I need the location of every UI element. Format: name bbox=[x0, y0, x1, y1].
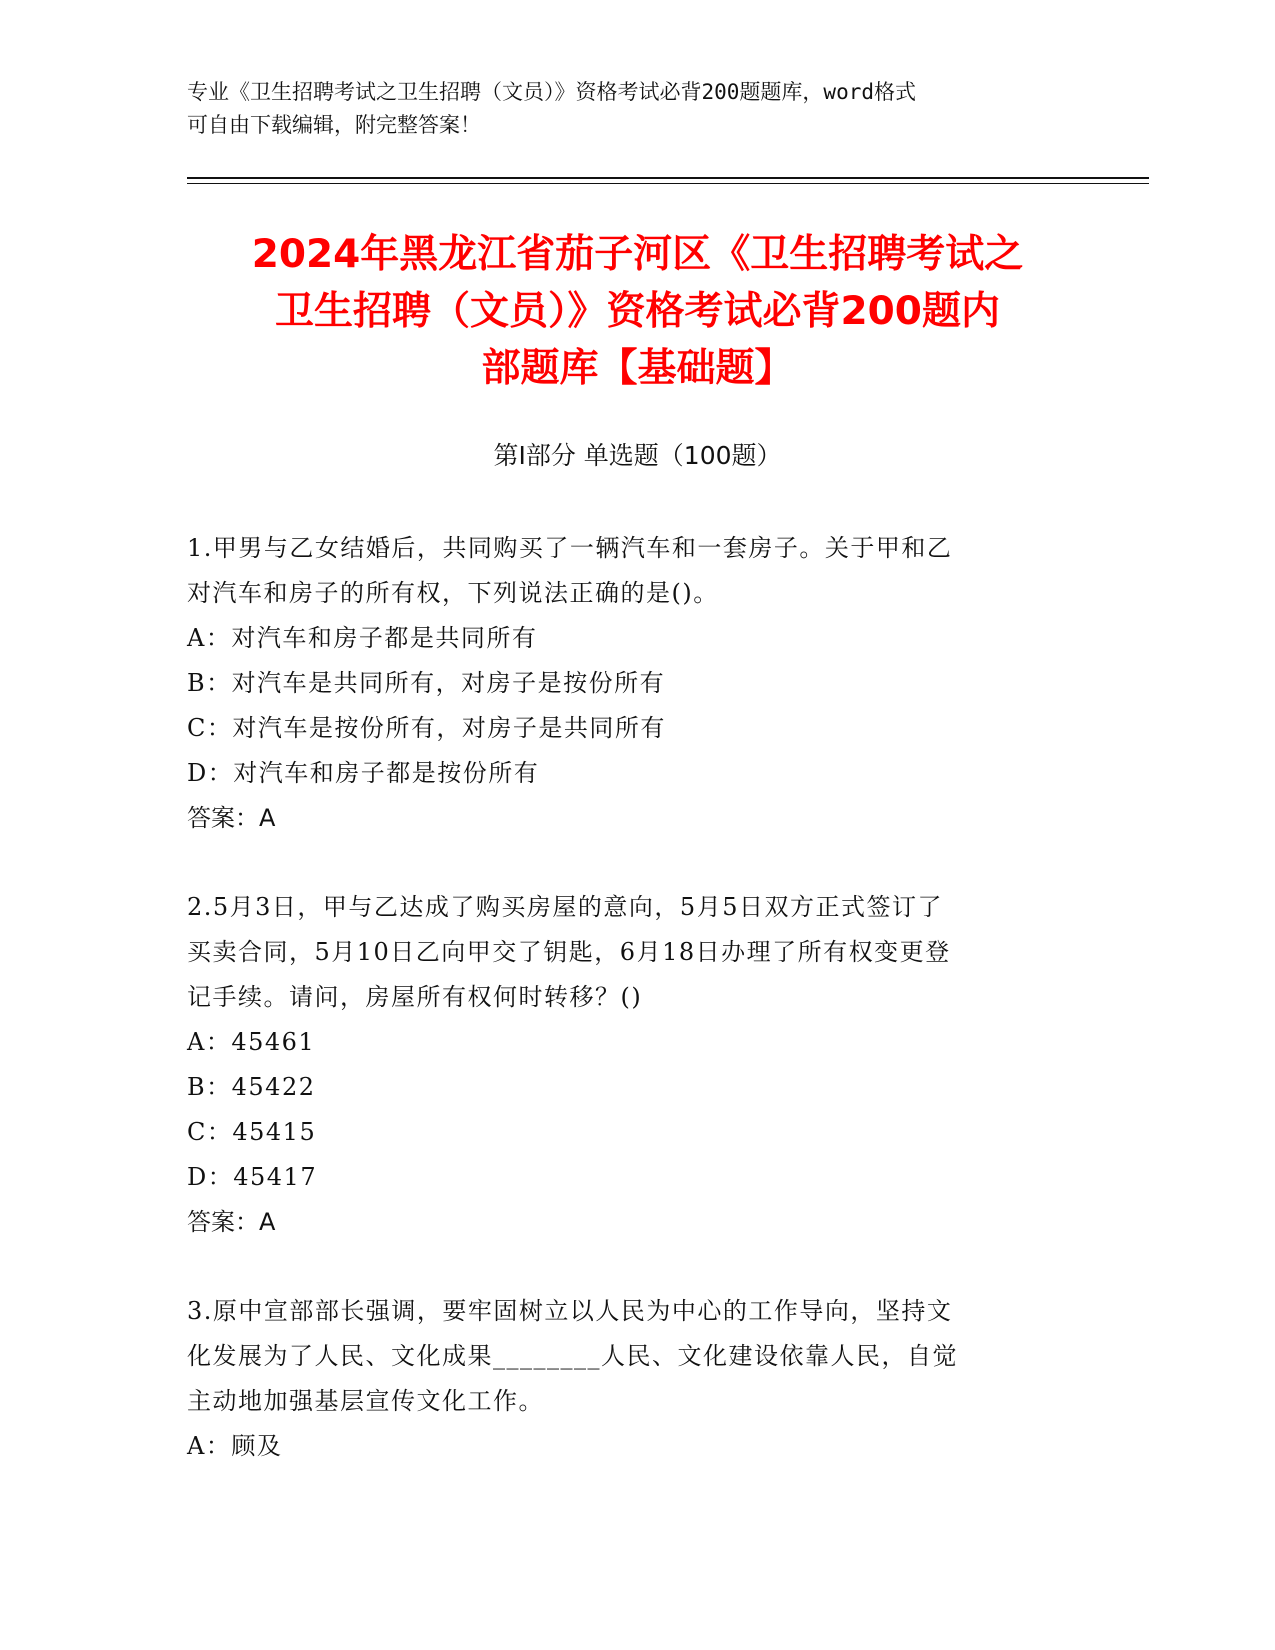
document-title-line-2: 卫生招聘（文员）》资格考试必背200题内 bbox=[275, 289, 1000, 334]
question-stem-line: 记手续。请问，房屋所有权何时转移？() bbox=[187, 983, 643, 1011]
header-divider-thick bbox=[187, 177, 1149, 179]
answer-line: 答案：A bbox=[187, 804, 276, 832]
option-b: B：对汽车是共同所有，对房子是按份所有 bbox=[187, 669, 666, 697]
question-stem-line: 3.原中宣部部长强调，要牢固树立以人民为中心的工作导向，坚持文 bbox=[187, 1297, 953, 1325]
question-stem-line: 化发展为了人民、文化成果________人民、文化建设依靠人民，自觉 bbox=[187, 1342, 958, 1370]
document-title-line-3: 部题库【基础题】 bbox=[481, 346, 794, 391]
header-note-line-2: 可自由下载编辑，附完整答案！ bbox=[187, 113, 481, 137]
question-2 bbox=[187, 885, 1087, 1245]
option-c: C：对汽车是按份所有，对房子是共同所有 bbox=[187, 714, 666, 742]
option-a: A：顾及 bbox=[187, 1432, 283, 1460]
header-note bbox=[187, 76, 1067, 142]
question-list bbox=[187, 526, 1087, 1513]
option-a: A：45461 bbox=[187, 1028, 316, 1056]
header-note-line-1: 专业《卫生招聘考试之卫生招聘（文员）》资格考试必背200题题库，word格式 bbox=[187, 80, 916, 104]
option-d: D：对汽车和房子都是按份所有 bbox=[187, 759, 540, 787]
section-heading: 第Ⅰ部分 单选题（100题） bbox=[493, 441, 782, 470]
question-3 bbox=[187, 1289, 1087, 1469]
question-stem-line: 主动地加强基层宣传文化工作。 bbox=[187, 1387, 544, 1415]
option-c: C：45415 bbox=[187, 1118, 317, 1146]
document-title-line-1: 2024年黑龙江省茄子河区《卫生招聘考试之 bbox=[251, 232, 1024, 277]
option-a: A：对汽车和房子都是共同所有 bbox=[187, 624, 538, 652]
question-stem-line: 买卖合同，5月10日乙向甲交了钥匙，6月18日办理了所有权变更登 bbox=[187, 938, 951, 966]
option-b: B：45422 bbox=[187, 1073, 316, 1101]
option-d: D：45417 bbox=[187, 1163, 318, 1191]
answer-line: 答案：A bbox=[187, 1208, 276, 1236]
question-stem-line: 2.5月3日，甲与乙达成了购买房屋的意向，5月5日双方正式签订了 bbox=[187, 893, 943, 921]
question-stem-line: 对汽车和房子的所有权，下列说法正确的是()。 bbox=[187, 579, 719, 607]
document-title bbox=[150, 226, 1125, 397]
header-divider-thin bbox=[187, 183, 1149, 184]
question-1 bbox=[187, 526, 1087, 841]
question-stem-line: 1.甲男与乙女结婚后，共同购买了一辆汽车和一套房子。关于甲和乙 bbox=[187, 534, 953, 562]
